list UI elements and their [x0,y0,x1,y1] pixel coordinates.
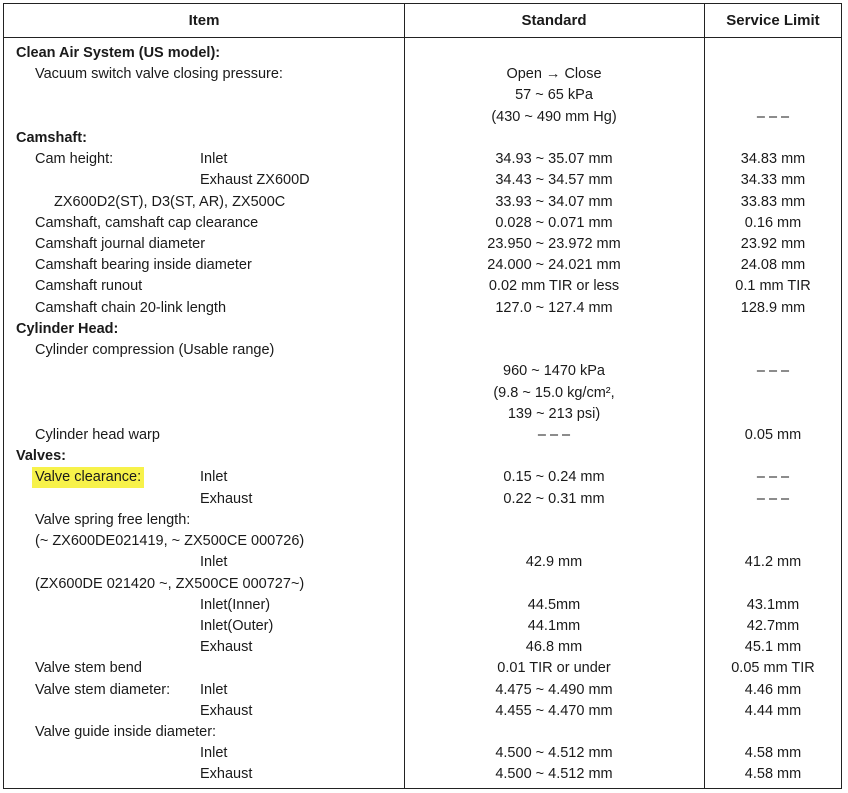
header-service-limit: Service Limit [726,12,820,29]
standard-value: 4.455 ~ 4.470 mm [495,702,613,719]
table-row [4,658,841,679]
service-limit-value: 34.33 mm [740,172,806,189]
item-sublabel: Exhaust [200,490,253,507]
standard-value: 0.01 TIR or under [497,660,611,677]
standard-value: 44.1mm [527,617,581,634]
table-row [4,680,841,701]
table-row [4,192,841,213]
service-limit-value: 0.05 mm TIR [731,660,815,677]
standard-value: 57 ~ 65 kPa [515,87,593,104]
service-limit-value: 0.05 mm [744,426,802,443]
item-sublabel: Inlet [200,681,228,698]
standard-value: 46.8 mm [525,639,583,656]
item-label: (~ ZX600DE021419, ~ ZX500CE 000726) [35,533,305,550]
service-limit-value: 4.46 mm [744,681,802,698]
section-title: Clean Air System (US model): [16,45,221,61]
service-limit-value: 128.9 mm [740,299,806,316]
service-limit-value: 34.83 mm [740,151,806,168]
item-label: Cam height: [35,151,114,168]
standard-value: 0.02 mm TIR or less [488,278,620,295]
header-item: Item [188,12,220,29]
table-row [4,149,841,170]
table-row [4,298,841,319]
standard-value: 0.15 ~ 0.24 mm [503,469,605,486]
item-sublabel: Exhaust [200,639,253,656]
item-label: Camshaft chain 20-link length [35,299,227,316]
table-row [4,425,841,446]
table-row [4,574,841,595]
standard-value: 24.000 ~ 24.021 mm [487,257,621,274]
item-label: ZX600D2(ST), D3(ST, AR), ZX500C [54,193,286,210]
table-row [4,213,841,234]
service-limit-value: 42.7mm [746,617,800,634]
item-sublabel: Exhaust ZX600D [200,172,310,189]
service-limit-value: 4.44 mm [744,702,802,719]
item-label: Cylinder compression (Usable range) [35,342,275,359]
table-row [4,701,841,722]
service-limit-value: 0.16 mm [744,214,802,231]
table-row [4,404,841,425]
service-limit-value: 41.2 mm [744,554,802,571]
table-row [4,85,841,106]
table-row [4,170,841,191]
standard-value: 34.43 ~ 34.57 mm [495,172,613,189]
standard-value: Open → Close [506,66,602,83]
table-row [4,637,841,658]
table-row [4,276,841,297]
table-row [4,255,841,276]
item-label: Camshaft journal diameter [35,235,206,252]
item-label: (ZX600DE 021420 ~, ZX500CE 000727~) [35,575,305,592]
standard-value: (9.8 ~ 15.0 kg/cm², [493,384,615,401]
table-row [4,552,841,573]
service-limit-value: – – – [756,108,790,125]
table-row [4,510,841,531]
item-label: Valve guide inside diameter: [35,724,217,741]
table-row [4,743,841,764]
standard-value: 34.93 ~ 35.07 mm [495,151,613,168]
spec-table [3,3,842,789]
service-limit-value: – – – [756,490,790,507]
table-row [4,383,841,404]
item-label: Camshaft bearing inside diameter [35,257,252,274]
service-limit-value: 4.58 mm [744,745,802,762]
item-label: Valve clearance: [32,467,144,488]
standard-value: 960 ~ 1470 kPa [503,363,605,380]
item-label: Camshaft runout [35,278,143,295]
item-sublabel: Inlet(Outer) [200,617,274,634]
section-title: Valves: [16,448,66,465]
section-heading [4,128,841,149]
table-row [4,595,841,616]
header-standard: Standard [521,12,587,29]
item-sublabel: Exhaust [200,766,253,783]
item-sublabel: Exhaust [200,702,253,719]
table-row [4,234,841,255]
item-sublabel: Inlet [200,151,228,168]
item-label: Cylinder head warp [35,426,160,443]
table-row [4,722,841,743]
table-row [4,107,841,128]
service-limit-value: 24.08 mm [740,257,806,274]
table-row [4,616,841,637]
service-limit-value: 4.58 mm [744,766,802,783]
item-label: Camshaft, camshaft cap clearance [35,214,259,231]
standard-value: 23.950 ~ 23.972 mm [487,235,621,252]
standard-value: 4.500 ~ 4.512 mm [495,745,613,762]
service-limit-value: – – – [756,363,790,380]
service-limit-value: 43.1mm [746,596,800,613]
service-limit-value: 0.1 mm TIR [735,278,811,295]
table-row [4,64,841,85]
service-limit-value: – – – [756,469,790,486]
header-divider [4,37,841,38]
standard-value: 0.22 ~ 0.31 mm [503,490,605,507]
standard-value: 0.028 ~ 0.071 mm [495,214,613,231]
standard-value: 42.9 mm [525,554,583,571]
standard-value: 127.0 ~ 127.4 mm [495,299,613,316]
standard-value: (430 ~ 490 mm Hg) [491,108,617,125]
table-row [4,489,841,510]
service-limit-value: 33.83 mm [740,193,806,210]
section-title: Cylinder Head: [16,320,119,337]
item-sublabel: Inlet [200,554,228,571]
standard-value: 4.475 ~ 4.490 mm [495,681,613,698]
table-row [4,361,841,382]
item-label: Vacuum switch valve closing pressure: [35,66,283,83]
standard-value: 44.5mm [527,596,581,613]
section-title: Camshaft: [16,129,87,146]
standard-value: 4.500 ~ 4.512 mm [495,766,613,783]
item-sublabel: Inlet [200,745,228,762]
item-label: Valve spring free length: [35,511,191,528]
item-label: Valve stem diameter: [35,681,171,698]
section-heading [4,319,841,340]
table-row [4,764,841,785]
section-heading [4,446,841,467]
service-limit-value: 23.92 mm [740,235,806,252]
table-row [4,531,841,552]
item-label: Valve stem bend [35,660,142,677]
table-row [4,340,841,361]
item-sublabel: Inlet [200,469,228,486]
table-row [4,467,841,488]
standard-value: 139 ~ 213 psi) [507,405,601,422]
standard-value: 33.93 ~ 34.07 mm [495,193,613,210]
item-sublabel: Inlet(Inner) [200,596,271,613]
service-limit-value: 45.1 mm [744,639,802,656]
standard-value: – – – [537,426,571,443]
section-heading [4,43,841,64]
